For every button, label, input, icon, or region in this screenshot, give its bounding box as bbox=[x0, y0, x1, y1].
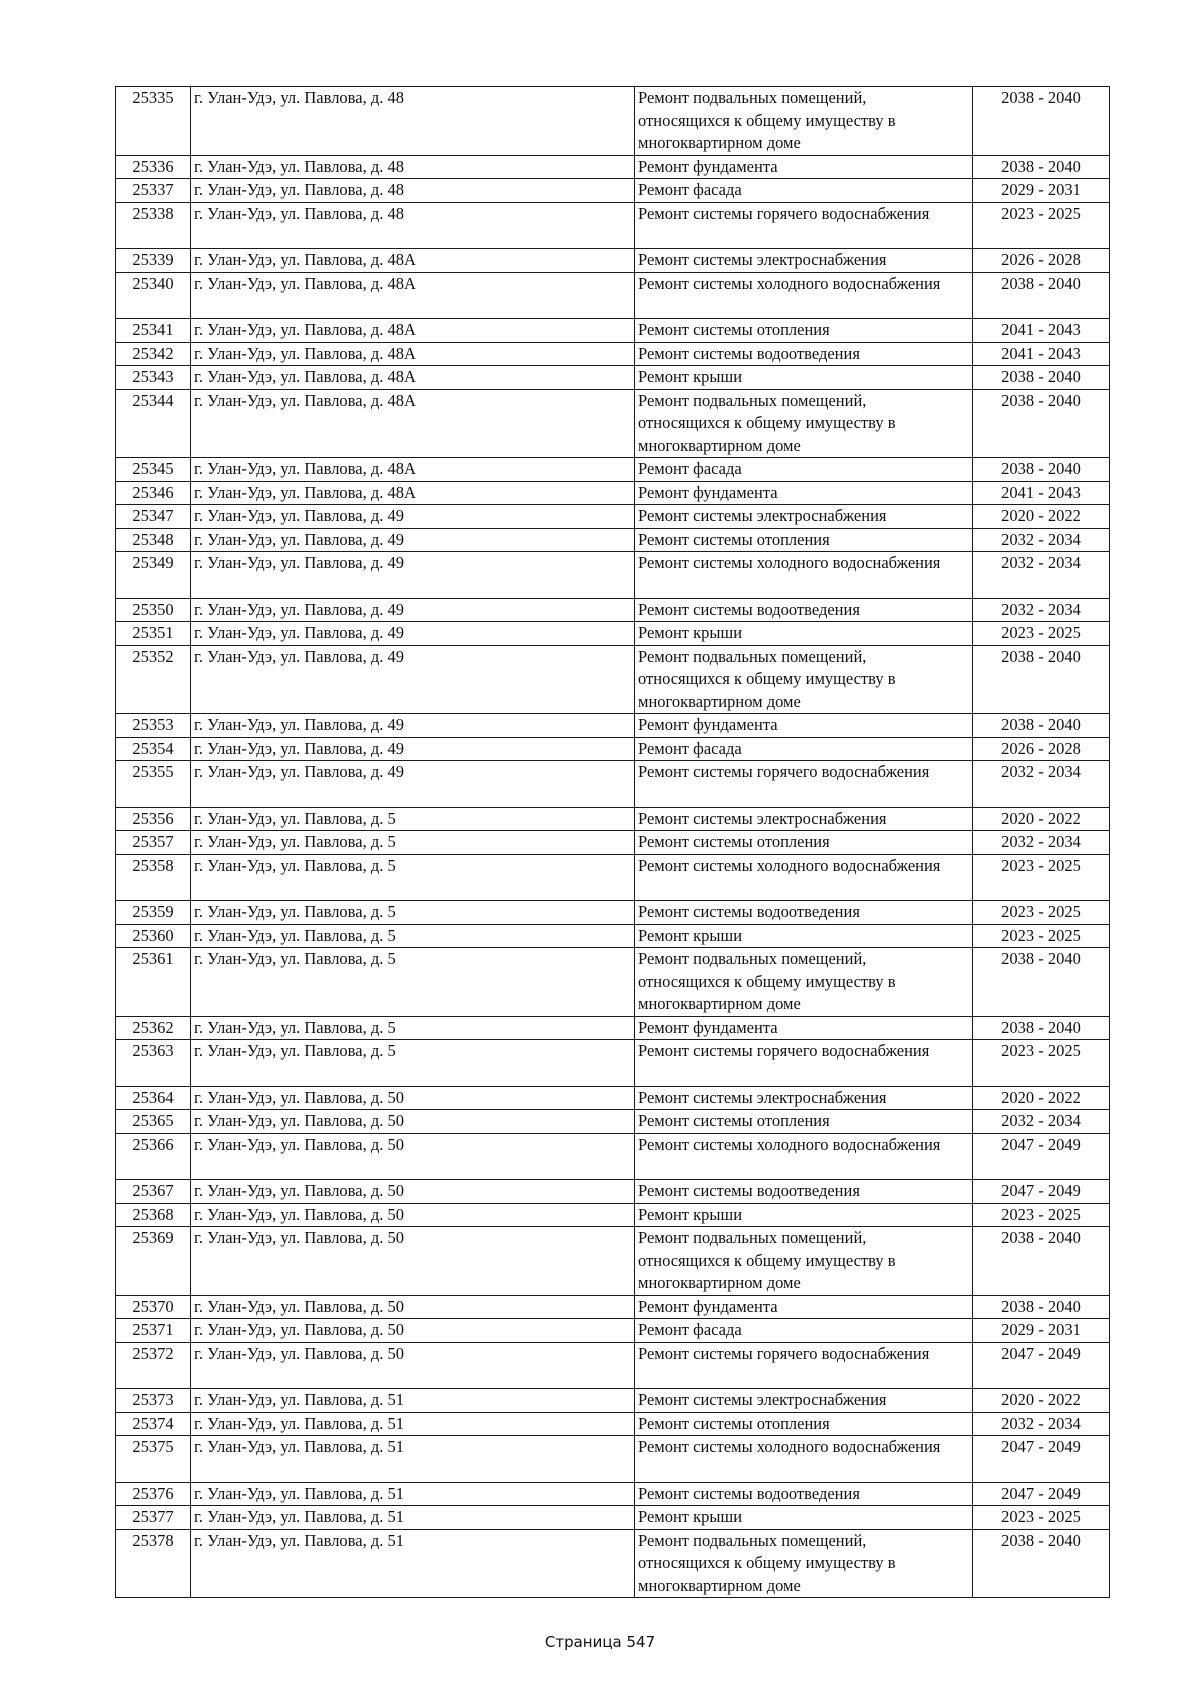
address-cell: г. Улан-Удэ, ул. Павлова, д. 49 bbox=[191, 761, 635, 808]
work-cell: Ремонт системы водоотведения bbox=[635, 1180, 973, 1204]
address-cell: г. Улан-Удэ, ул. Павлова, д. 48 bbox=[191, 155, 635, 179]
table-row bbox=[116, 948, 1110, 1017]
row-number: 25340 bbox=[116, 272, 191, 319]
row-number: 25358 bbox=[116, 854, 191, 901]
table-row bbox=[116, 458, 1110, 482]
work-cell: Ремонт подвальных помещений, относящихся к общему имуществу в многоквартирном доме bbox=[635, 645, 973, 714]
period-cell: 2023 - 2025 bbox=[973, 1506, 1110, 1530]
work-cell: Ремонт системы электроснабжения bbox=[635, 807, 973, 831]
address-cell: г. Улан-Удэ, ул. Павлова, д. 49 bbox=[191, 737, 635, 761]
address-cell: г. Улан-Удэ, ул. Павлова, д. 48А bbox=[191, 272, 635, 319]
period-cell: 2032 - 2034 bbox=[973, 1110, 1110, 1134]
period-cell: 2038 - 2040 bbox=[973, 272, 1110, 319]
row-number: 25347 bbox=[116, 505, 191, 529]
address-cell: г. Улан-Удэ, ул. Павлова, д. 50 bbox=[191, 1319, 635, 1343]
row-number: 25335 bbox=[116, 87, 191, 156]
work-cell: Ремонт системы отопления bbox=[635, 831, 973, 855]
work-cell: Ремонт системы электроснабжения bbox=[635, 1389, 973, 1413]
address-cell: г. Улан-Удэ, ул. Павлова, д. 50 bbox=[191, 1203, 635, 1227]
address-cell: г. Улан-Удэ, ул. Павлова, д. 51 bbox=[191, 1389, 635, 1413]
table-row bbox=[116, 714, 1110, 738]
row-number: 25351 bbox=[116, 622, 191, 646]
page-number: Страница 547 bbox=[544, 1633, 656, 1651]
period-cell: 2038 - 2040 bbox=[973, 1016, 1110, 1040]
table-row bbox=[116, 807, 1110, 831]
work-cell: Ремонт системы отопления bbox=[635, 1412, 973, 1436]
address-cell: г. Улан-Удэ, ул. Павлова, д. 48 bbox=[191, 87, 635, 156]
row-number: 25361 bbox=[116, 948, 191, 1017]
table-row bbox=[116, 1110, 1110, 1134]
period-cell: 2047 - 2049 bbox=[973, 1482, 1110, 1506]
table-body bbox=[116, 87, 1110, 1598]
row-number: 25377 bbox=[116, 1506, 191, 1530]
table-row bbox=[116, 1227, 1110, 1296]
work-cell: Ремонт крыши bbox=[635, 924, 973, 948]
row-number: 25359 bbox=[116, 901, 191, 925]
address-cell: г. Улан-Удэ, ул. Павлова, д. 50 bbox=[191, 1227, 635, 1296]
work-cell: Ремонт системы отопления bbox=[635, 1110, 973, 1134]
row-number: 25348 bbox=[116, 528, 191, 552]
period-cell: 2038 - 2040 bbox=[973, 155, 1110, 179]
address-cell: г. Улан-Удэ, ул. Павлова, д. 49 bbox=[191, 598, 635, 622]
work-cell: Ремонт системы холодного водоснабжения bbox=[635, 1133, 973, 1180]
period-cell: 2026 - 2028 bbox=[973, 249, 1110, 273]
address-cell: г. Улан-Удэ, ул. Павлова, д. 50 bbox=[191, 1295, 635, 1319]
period-cell: 2038 - 2040 bbox=[973, 366, 1110, 390]
address-cell: г. Улан-Удэ, ул. Павлова, д. 51 bbox=[191, 1436, 635, 1483]
table-row bbox=[116, 1389, 1110, 1413]
work-cell: Ремонт системы отопления bbox=[635, 319, 973, 343]
row-number: 25342 bbox=[116, 342, 191, 366]
address-cell: г. Улан-Удэ, ул. Павлова, д. 5 bbox=[191, 1016, 635, 1040]
table-row bbox=[116, 505, 1110, 529]
period-cell: 2020 - 2022 bbox=[973, 807, 1110, 831]
period-cell: 2023 - 2025 bbox=[973, 854, 1110, 901]
table-row bbox=[116, 1133, 1110, 1180]
table-row bbox=[116, 622, 1110, 646]
row-number: 25375 bbox=[116, 1436, 191, 1483]
table-row bbox=[116, 1180, 1110, 1204]
row-number: 25368 bbox=[116, 1203, 191, 1227]
work-cell: Ремонт системы водоотведения bbox=[635, 342, 973, 366]
row-number: 25345 bbox=[116, 458, 191, 482]
period-cell: 2026 - 2028 bbox=[973, 737, 1110, 761]
row-number: 25371 bbox=[116, 1319, 191, 1343]
period-cell: 2047 - 2049 bbox=[973, 1133, 1110, 1180]
period-cell: 2032 - 2034 bbox=[973, 831, 1110, 855]
table-row bbox=[116, 1016, 1110, 1040]
period-cell: 2041 - 2043 bbox=[973, 481, 1110, 505]
table-row bbox=[116, 1040, 1110, 1087]
address-cell: г. Улан-Удэ, ул. Павлова, д. 50 bbox=[191, 1133, 635, 1180]
table-row bbox=[116, 202, 1110, 249]
period-cell: 2023 - 2025 bbox=[973, 1203, 1110, 1227]
work-cell: Ремонт подвальных помещений, относящихся к общему имуществу в многоквартирном доме bbox=[635, 87, 973, 156]
table-row bbox=[116, 1412, 1110, 1436]
table-row bbox=[116, 1529, 1110, 1598]
address-cell: г. Улан-Удэ, ул. Павлова, д. 49 bbox=[191, 505, 635, 529]
address-cell: г. Улан-Удэ, ул. Павлова, д. 48А bbox=[191, 481, 635, 505]
period-cell: 2047 - 2049 bbox=[973, 1180, 1110, 1204]
period-cell: 2023 - 2025 bbox=[973, 924, 1110, 948]
table-row bbox=[116, 645, 1110, 714]
address-cell: г. Улан-Удэ, ул. Павлова, д. 48 bbox=[191, 202, 635, 249]
table-row bbox=[116, 249, 1110, 273]
table-row bbox=[116, 1342, 1110, 1389]
table-row bbox=[116, 1319, 1110, 1343]
address-cell: г. Улан-Удэ, ул. Павлова, д. 5 bbox=[191, 924, 635, 948]
period-cell: 2023 - 2025 bbox=[973, 622, 1110, 646]
address-cell: г. Улан-Удэ, ул. Павлова, д. 48 bbox=[191, 179, 635, 203]
row-number: 25373 bbox=[116, 1389, 191, 1413]
table-row bbox=[116, 901, 1110, 925]
row-number: 25367 bbox=[116, 1180, 191, 1204]
table-row bbox=[116, 481, 1110, 505]
period-cell: 2020 - 2022 bbox=[973, 1086, 1110, 1110]
period-cell: 2038 - 2040 bbox=[973, 714, 1110, 738]
period-cell: 2020 - 2022 bbox=[973, 1389, 1110, 1413]
row-number: 25376 bbox=[116, 1482, 191, 1506]
period-cell: 2032 - 2034 bbox=[973, 761, 1110, 808]
row-number: 25365 bbox=[116, 1110, 191, 1134]
table-row bbox=[116, 87, 1110, 156]
row-number: 25378 bbox=[116, 1529, 191, 1598]
work-cell: Ремонт подвальных помещений, относящихся к общему имуществу в многоквартирном доме bbox=[635, 1529, 973, 1598]
table-row bbox=[116, 1436, 1110, 1483]
table-row bbox=[116, 342, 1110, 366]
table-row bbox=[116, 319, 1110, 343]
period-cell: 2038 - 2040 bbox=[973, 389, 1110, 458]
row-number: 25338 bbox=[116, 202, 191, 249]
table-row bbox=[116, 761, 1110, 808]
row-number: 25370 bbox=[116, 1295, 191, 1319]
row-number: 25364 bbox=[116, 1086, 191, 1110]
table-row bbox=[116, 389, 1110, 458]
row-number: 25339 bbox=[116, 249, 191, 273]
address-cell: г. Улан-Удэ, ул. Павлова, д. 49 bbox=[191, 714, 635, 738]
work-cell: Ремонт системы холодного водоснабжения bbox=[635, 854, 973, 901]
table-row bbox=[116, 1482, 1110, 1506]
work-cell: Ремонт крыши bbox=[635, 622, 973, 646]
work-cell: Ремонт системы электроснабжения bbox=[635, 505, 973, 529]
row-number: 25343 bbox=[116, 366, 191, 390]
work-cell: Ремонт системы отопления bbox=[635, 528, 973, 552]
period-cell: 2038 - 2040 bbox=[973, 1529, 1110, 1598]
address-cell: г. Улан-Удэ, ул. Павлова, д. 49 bbox=[191, 528, 635, 552]
work-cell: Ремонт системы электроснабжения bbox=[635, 1086, 973, 1110]
work-cell: Ремонт крыши bbox=[635, 1203, 973, 1227]
period-cell: 2029 - 2031 bbox=[973, 179, 1110, 203]
work-cell: Ремонт фундамента bbox=[635, 714, 973, 738]
work-cell: Ремонт фасада bbox=[635, 1319, 973, 1343]
address-cell: г. Улан-Удэ, ул. Павлова, д. 51 bbox=[191, 1412, 635, 1436]
table-row bbox=[116, 1295, 1110, 1319]
table-row bbox=[116, 854, 1110, 901]
address-cell: г. Улан-Удэ, ул. Павлова, д. 49 bbox=[191, 645, 635, 714]
address-cell: г. Улан-Удэ, ул. Павлова, д. 5 bbox=[191, 807, 635, 831]
work-cell: Ремонт системы водоотведения bbox=[635, 598, 973, 622]
row-number: 25363 bbox=[116, 1040, 191, 1087]
period-cell: 2038 - 2040 bbox=[973, 1295, 1110, 1319]
work-cell: Ремонт системы холодного водоснабжения bbox=[635, 272, 973, 319]
table-row bbox=[116, 366, 1110, 390]
work-cell: Ремонт системы электроснабжения bbox=[635, 249, 973, 273]
period-cell: 2023 - 2025 bbox=[973, 1040, 1110, 1087]
row-number: 25337 bbox=[116, 179, 191, 203]
row-number: 25366 bbox=[116, 1133, 191, 1180]
period-cell: 2038 - 2040 bbox=[973, 1227, 1110, 1296]
address-cell: г. Улан-Удэ, ул. Павлова, д. 51 bbox=[191, 1529, 635, 1598]
row-number: 25350 bbox=[116, 598, 191, 622]
work-cell: Ремонт фундамента bbox=[635, 1016, 973, 1040]
address-cell: г. Улан-Удэ, ул. Павлова, д. 48А bbox=[191, 342, 635, 366]
period-cell: 2038 - 2040 bbox=[973, 645, 1110, 714]
work-cell: Ремонт фундамента bbox=[635, 155, 973, 179]
period-cell: 2032 - 2034 bbox=[973, 528, 1110, 552]
work-cell: Ремонт крыши bbox=[635, 366, 973, 390]
address-cell: г. Улан-Удэ, ул. Павлова, д. 49 bbox=[191, 622, 635, 646]
work-cell: Ремонт системы горячего водоснабжения bbox=[635, 761, 973, 808]
address-cell: г. Улан-Удэ, ул. Павлова, д. 5 bbox=[191, 854, 635, 901]
work-cell: Ремонт системы холодного водоснабжения bbox=[635, 1436, 973, 1483]
row-number: 25360 bbox=[116, 924, 191, 948]
address-cell: г. Улан-Удэ, ул. Павлова, д. 48А bbox=[191, 249, 635, 273]
address-cell: г. Улан-Удэ, ул. Павлова, д. 48А bbox=[191, 389, 635, 458]
period-cell: 2047 - 2049 bbox=[973, 1342, 1110, 1389]
table-row bbox=[116, 179, 1110, 203]
table-row bbox=[116, 1203, 1110, 1227]
row-number: 25349 bbox=[116, 552, 191, 599]
table-row bbox=[116, 598, 1110, 622]
period-cell: 2038 - 2040 bbox=[973, 458, 1110, 482]
table-row bbox=[116, 737, 1110, 761]
table-row bbox=[116, 924, 1110, 948]
period-cell: 2038 - 2040 bbox=[973, 87, 1110, 156]
work-cell: Ремонт системы холодного водоснабжения bbox=[635, 552, 973, 599]
address-cell: г. Улан-Удэ, ул. Павлова, д. 50 bbox=[191, 1342, 635, 1389]
work-cell: Ремонт подвальных помещений, относящихся к общему имуществу в многоквартирном доме bbox=[635, 389, 973, 458]
work-cell: Ремонт фундамента bbox=[635, 1295, 973, 1319]
address-cell: г. Улан-Удэ, ул. Павлова, д. 5 bbox=[191, 1040, 635, 1087]
row-number: 25369 bbox=[116, 1227, 191, 1296]
address-cell: г. Улан-Удэ, ул. Павлова, д. 51 bbox=[191, 1506, 635, 1530]
row-number: 25336 bbox=[116, 155, 191, 179]
period-cell: 2032 - 2034 bbox=[973, 598, 1110, 622]
period-cell: 2047 - 2049 bbox=[973, 1436, 1110, 1483]
period-cell: 2029 - 2031 bbox=[973, 1319, 1110, 1343]
address-cell: г. Улан-Удэ, ул. Павлова, д. 5 bbox=[191, 831, 635, 855]
row-number: 25362 bbox=[116, 1016, 191, 1040]
address-cell: г. Улан-Удэ, ул. Павлова, д. 48А bbox=[191, 458, 635, 482]
period-cell: 2041 - 2043 bbox=[973, 319, 1110, 343]
work-cell: Ремонт подвальных помещений, относящихся к общему имуществу в многоквартирном доме bbox=[635, 948, 973, 1017]
table-row bbox=[116, 1506, 1110, 1530]
address-cell: г. Улан-Удэ, ул. Павлова, д. 48А bbox=[191, 319, 635, 343]
table-row bbox=[116, 552, 1110, 599]
work-cell: Ремонт крыши bbox=[635, 1506, 973, 1530]
address-cell: г. Улан-Удэ, ул. Павлова, д. 48А bbox=[191, 366, 635, 390]
row-number: 25354 bbox=[116, 737, 191, 761]
address-cell: г. Улан-Удэ, ул. Павлова, д. 49 bbox=[191, 552, 635, 599]
works-table bbox=[115, 86, 1110, 1598]
work-cell: Ремонт системы водоотведения bbox=[635, 1482, 973, 1506]
table-row bbox=[116, 528, 1110, 552]
period-cell: 2041 - 2043 bbox=[973, 342, 1110, 366]
address-cell: г. Улан-Удэ, ул. Павлова, д. 51 bbox=[191, 1482, 635, 1506]
address-cell: г. Улан-Удэ, ул. Павлова, д. 5 bbox=[191, 901, 635, 925]
address-cell: г. Улан-Удэ, ул. Павлова, д. 5 bbox=[191, 948, 635, 1017]
period-cell: 2032 - 2034 bbox=[973, 552, 1110, 599]
work-cell: Ремонт фундамента bbox=[635, 481, 973, 505]
row-number: 25357 bbox=[116, 831, 191, 855]
row-number: 25353 bbox=[116, 714, 191, 738]
row-number: 25346 bbox=[116, 481, 191, 505]
row-number: 25341 bbox=[116, 319, 191, 343]
row-number: 25356 bbox=[116, 807, 191, 831]
row-number: 25374 bbox=[116, 1412, 191, 1436]
row-number: 25372 bbox=[116, 1342, 191, 1389]
period-cell: 2020 - 2022 bbox=[973, 505, 1110, 529]
work-cell: Ремонт фасада bbox=[635, 737, 973, 761]
table-row bbox=[116, 831, 1110, 855]
table-row bbox=[116, 272, 1110, 319]
work-cell: Ремонт системы горячего водоснабжения bbox=[635, 202, 973, 249]
address-cell: г. Улан-Удэ, ул. Павлова, д. 50 bbox=[191, 1180, 635, 1204]
address-cell: г. Улан-Удэ, ул. Павлова, д. 50 bbox=[191, 1086, 635, 1110]
row-number: 25355 bbox=[116, 761, 191, 808]
table-row bbox=[116, 1086, 1110, 1110]
period-cell: 2038 - 2040 bbox=[973, 948, 1110, 1017]
work-cell: Ремонт системы горячего водоснабжения bbox=[635, 1040, 973, 1087]
address-cell: г. Улан-Удэ, ул. Павлова, д. 50 bbox=[191, 1110, 635, 1134]
table-row bbox=[116, 155, 1110, 179]
work-cell: Ремонт подвальных помещений, относящихся к общему имуществу в многоквартирном доме bbox=[635, 1227, 973, 1296]
work-cell: Ремонт системы водоотведения bbox=[635, 901, 973, 925]
work-cell: Ремонт фасада bbox=[635, 458, 973, 482]
row-number: 25352 bbox=[116, 645, 191, 714]
row-number: 25344 bbox=[116, 389, 191, 458]
period-cell: 2032 - 2034 bbox=[973, 1412, 1110, 1436]
work-cell: Ремонт системы горячего водоснабжения bbox=[635, 1342, 973, 1389]
period-cell: 2023 - 2025 bbox=[973, 202, 1110, 249]
period-cell: 2023 - 2025 bbox=[973, 901, 1110, 925]
work-cell: Ремонт фасада bbox=[635, 179, 973, 203]
